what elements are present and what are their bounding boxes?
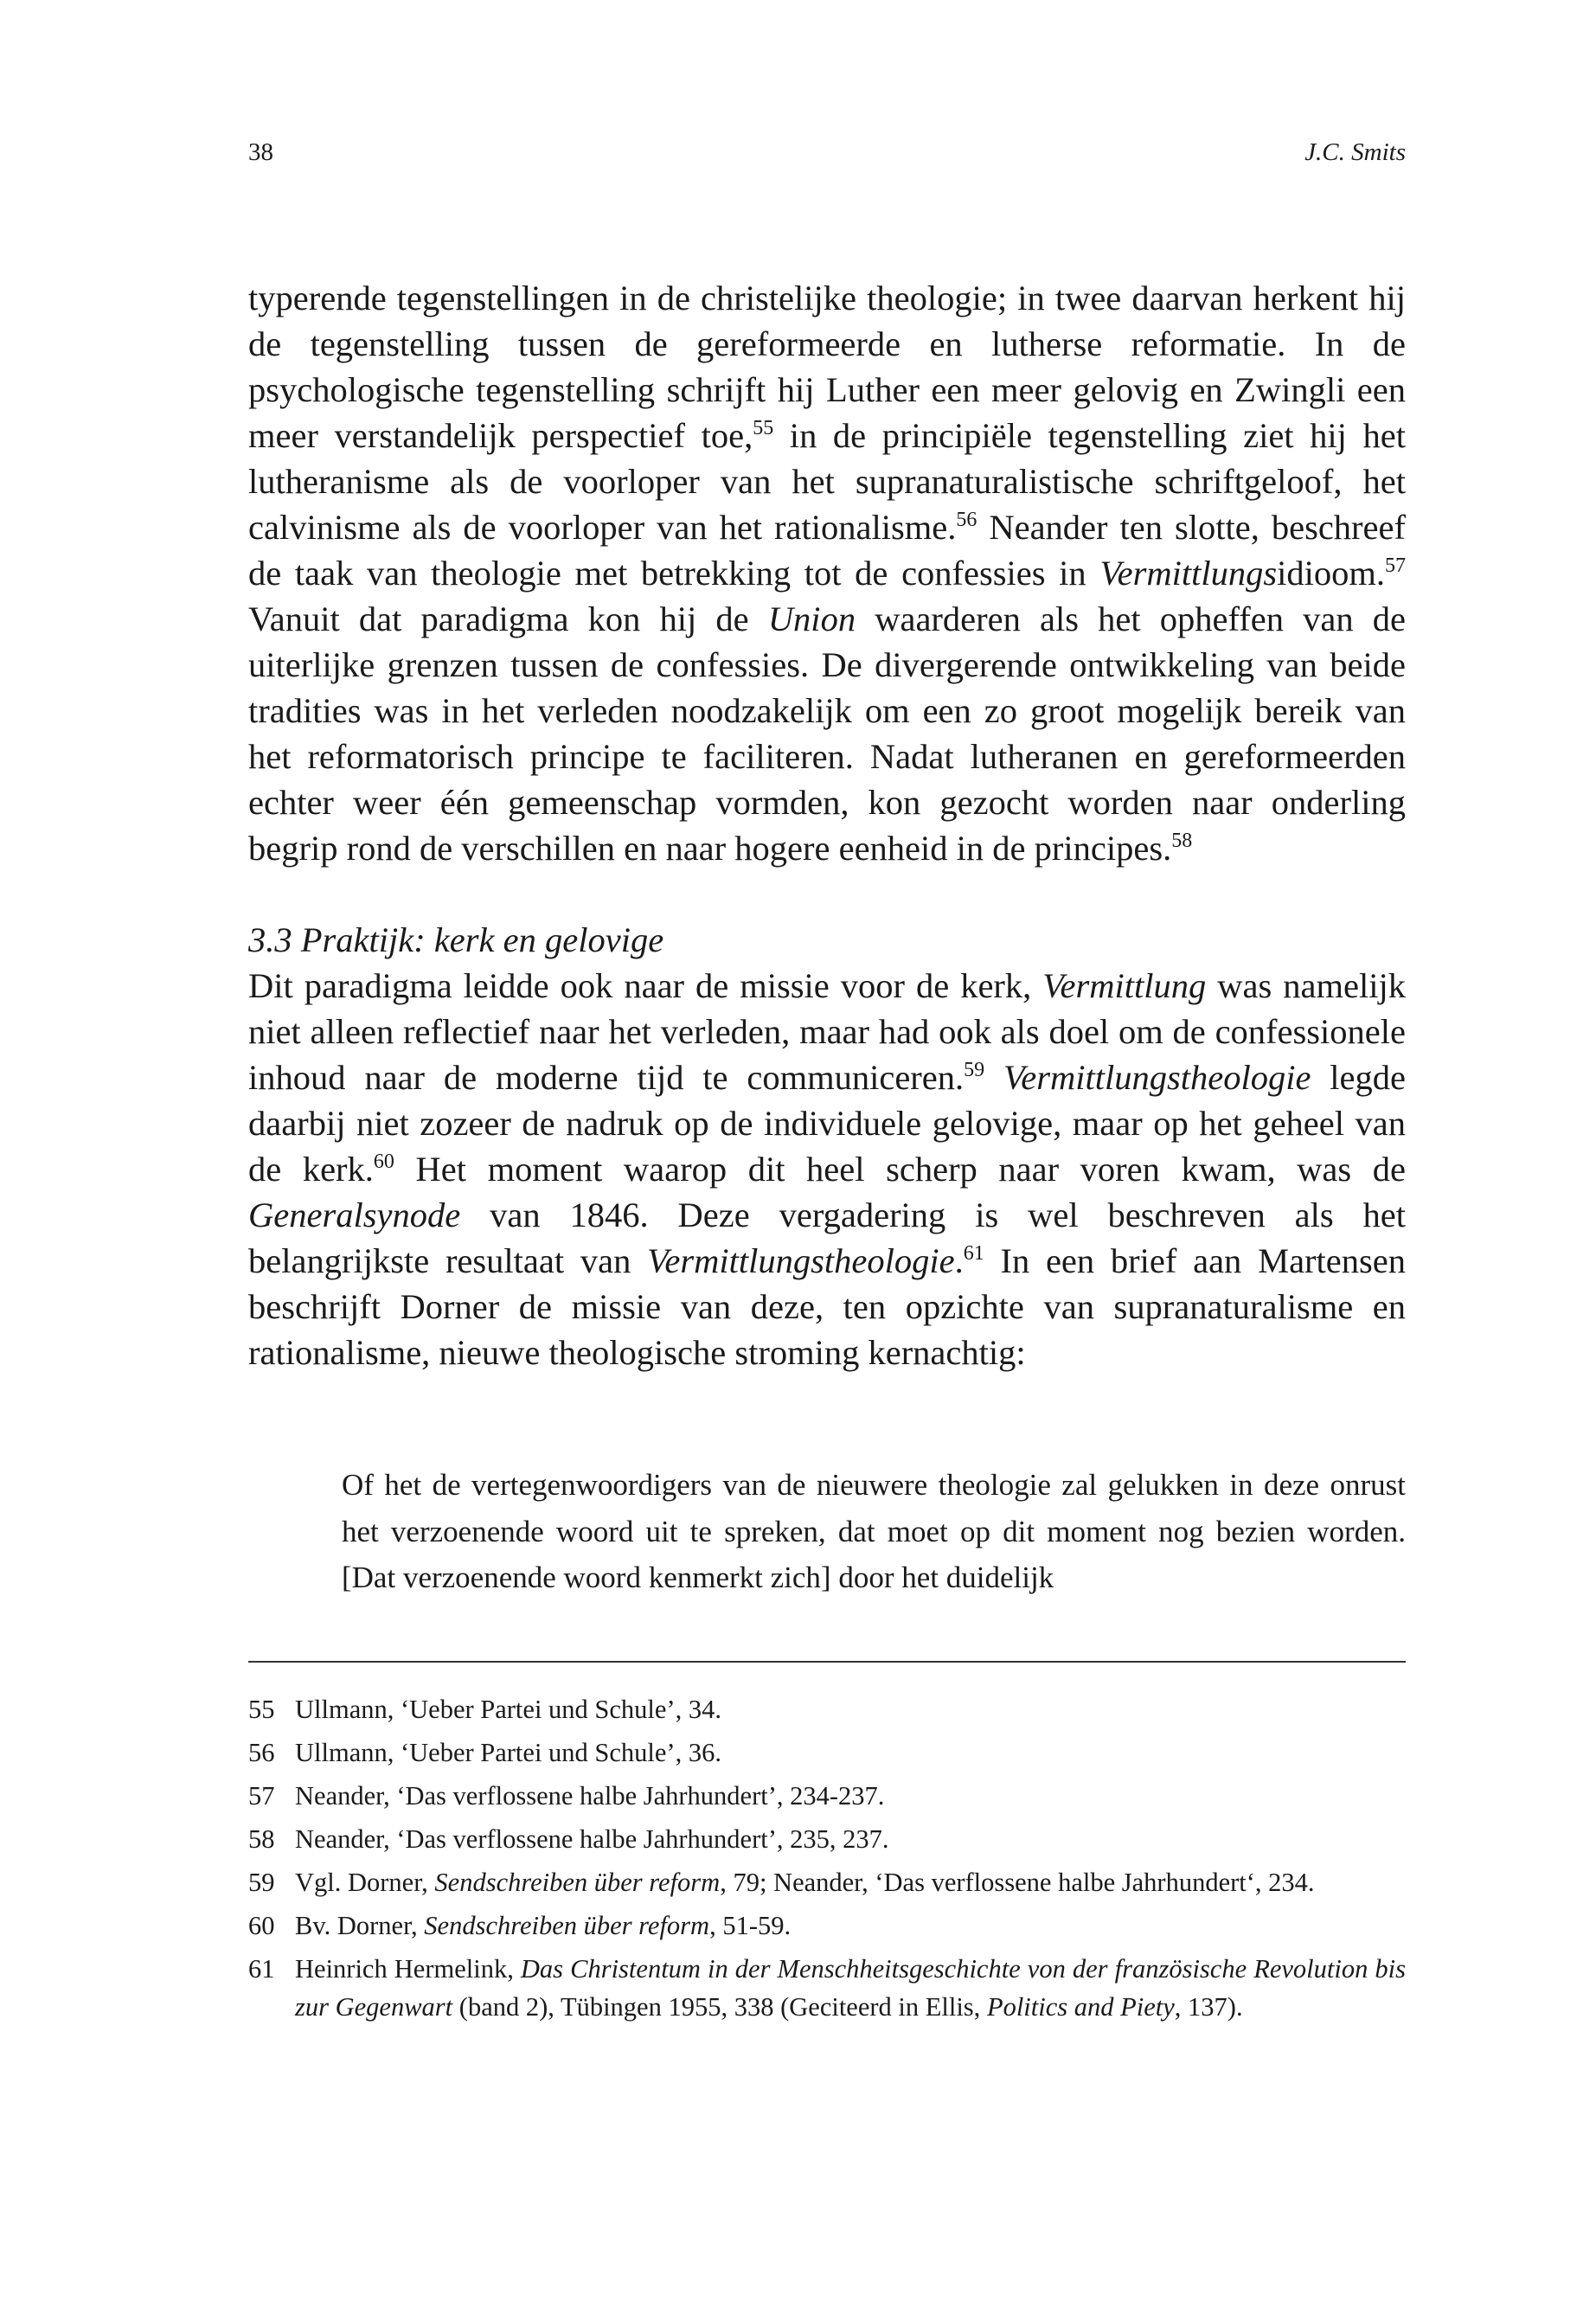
footnote [248, 1820, 1406, 1858]
footnote-ref: 55 [753, 417, 774, 439]
text-run: waarderen als het opheffen van de uiterlijke grenzen tussen de confessies. De divergerende ontwikkeling van beide tradities was in het verleden noodzakelijk om een zo groot mogelijk bereik van het reformatorisch principe te faciliteren. Nadat lutheranen en gereformeerden echter weer één gemeenschap vormden, kon gezocht worden naar onderling begrip rond de verschillen en naar hogere eenheid in de principes. [248, 599, 1406, 868]
footnote-italic: Sendschreiben über reform [424, 1911, 710, 1940]
footnote [248, 1690, 1406, 1728]
footnote-text: Heinrich Hermelink, [295, 1954, 521, 1984]
footnote [248, 1734, 1406, 1772]
footnote [248, 1950, 1406, 2026]
footnote-number: 61 [248, 1954, 275, 1984]
page-header [248, 138, 1406, 173]
paragraph-spacer [248, 871, 1406, 917]
text-run: Neander ten slotte, beschreef de taak van theologie met betrekking tot de confessies in [248, 508, 1406, 593]
footnote-ref: 57 [1385, 554, 1406, 577]
footnote-ref: 60 [373, 1150, 394, 1173]
text-run: was namelijk niet alleen reflectief naar het verleden, maar had ook als doel om de confessionele inhoud naar de moderne tijd te communiceren. [248, 966, 1406, 1097]
footnote-text: Bv. Dorner, [295, 1911, 425, 1940]
footnote-text: Ullmann, ‘Ueber Partei und Schule’, 36. [295, 1738, 721, 1767]
footnote-text: (band 2), Tübingen 1955, 338 (Geciteerd in Ellis, [452, 1992, 987, 2022]
text-run: Vanuit dat paradigma kon hij de [248, 599, 768, 638]
text-run: legde daarbij niet zozeer de nadruk op de individuele gelovige, maar op het geheel van de kerk. [248, 1058, 1406, 1189]
footnote-number: 55 [248, 1695, 275, 1724]
paragraph [248, 963, 1406, 1375]
footnote-ref: 58 [1171, 830, 1193, 852]
footnote-number: 56 [248, 1738, 275, 1767]
footnote-ref: 61 [963, 1242, 984, 1265]
italic-term: Vermittlungstheologie [647, 1241, 955, 1280]
text-run [984, 1058, 1003, 1097]
footnote-text: Neander, ‘Das verflossene halbe Jahrhundert’, 235, 237. [295, 1824, 889, 1854]
footnote-text: Vgl. Dorner, [295, 1868, 435, 1897]
text-run: Het moment waarop dit heel scherp naar voren kwam, was de [394, 1150, 1406, 1189]
text-run: In een brief aan Martensen beschrijft Dorner de missie van deze, ten opzichte van supranaturalisme en rationalisme, nieuwe theologische stroming kernachtig: [248, 1241, 1407, 1372]
main-text [248, 275, 1406, 1375]
text-run: idioom. [1277, 554, 1385, 593]
italic-term: Generalsynode [248, 1195, 461, 1234]
footnote-number: 58 [248, 1824, 275, 1854]
running-head-author: J.C. Smits [1304, 138, 1406, 166]
footnote-italic: Politics and Piety [986, 1992, 1175, 2022]
footnote-italic: Das Christentum in der Menschheitsgeschichte von der französische Revolution bis zur Gegenwart [295, 1954, 1406, 2022]
footnote-text: , 79; Neander, ‘Das verflossene halbe Jahrhundert‘, 234. [720, 1868, 1315, 1897]
footnotes [248, 1690, 1406, 2031]
italic-term: Vermittlungs [1099, 554, 1278, 593]
footnote-text: , 137). [1174, 1992, 1243, 2022]
footnote-divider [248, 1661, 1406, 1663]
paragraph [248, 275, 1406, 871]
footnote-ref: 56 [956, 509, 977, 531]
footnote-number: 57 [248, 1781, 275, 1811]
text-run: Dit paradigma leidde ook naar de missie voor de kerk, [248, 966, 1043, 1005]
block-quote [342, 1462, 1406, 1601]
footnote [248, 1777, 1406, 1815]
text-run: . [954, 1241, 964, 1280]
section-heading: 3.3 Praktijk: kerk en gelovige [248, 920, 664, 959]
footnote-text: Neander, ‘Das verflossene halbe Jahrhundert’, 234-237. [295, 1781, 885, 1811]
page-number: 38 [248, 138, 273, 166]
footnote-number: 60 [248, 1911, 275, 1940]
footnote [248, 1863, 1406, 1901]
quote-text: Of het de vertegenwoordigers van de nieuwere theologie zal gelukken in deze onrust het verzoenende woord uit te spreken, dat moet op dit moment nog bezien worden. [Dat verzoenende woord kenmerkt zich] door het duidelijk [342, 1468, 1406, 1594]
footnote-text: Ullmann, ‘Ueber Partei und Schule’, 34. [295, 1695, 721, 1724]
footnote [248, 1907, 1406, 1945]
footnote-number: 59 [248, 1868, 275, 1897]
italic-term: Union [767, 599, 856, 638]
footnote-text: , 51-59. [709, 1911, 792, 1940]
text-run: in de principiële tegenstelling ziet hij het lutheranisme als de voorloper van het supranaturalistische schriftgeloof, het calvinisme als de voorloper van het rationalisme. [248, 416, 1406, 547]
text-run: van 1846. Deze vergadering is wel beschreven als het belangrijkste resultaat van [248, 1195, 1406, 1280]
italic-term: Vermittlungstheologie [1003, 1058, 1311, 1097]
footnote-ref: 59 [964, 1059, 985, 1081]
footnote-italic: Sendschreiben über reform [434, 1868, 721, 1897]
text-run: typerende tegenstellingen in de christelijke theologie; in twee daarvan herkent hij de tegenstelling tussen de gereformeerde en lutherse reformatie. In de psychologische tegenstelling schrijft hij Luther een meer gelovig en Zwingli een meer verstandelijk perspectief toe, [248, 279, 1406, 455]
italic-term: Vermittlung [1042, 966, 1207, 1005]
